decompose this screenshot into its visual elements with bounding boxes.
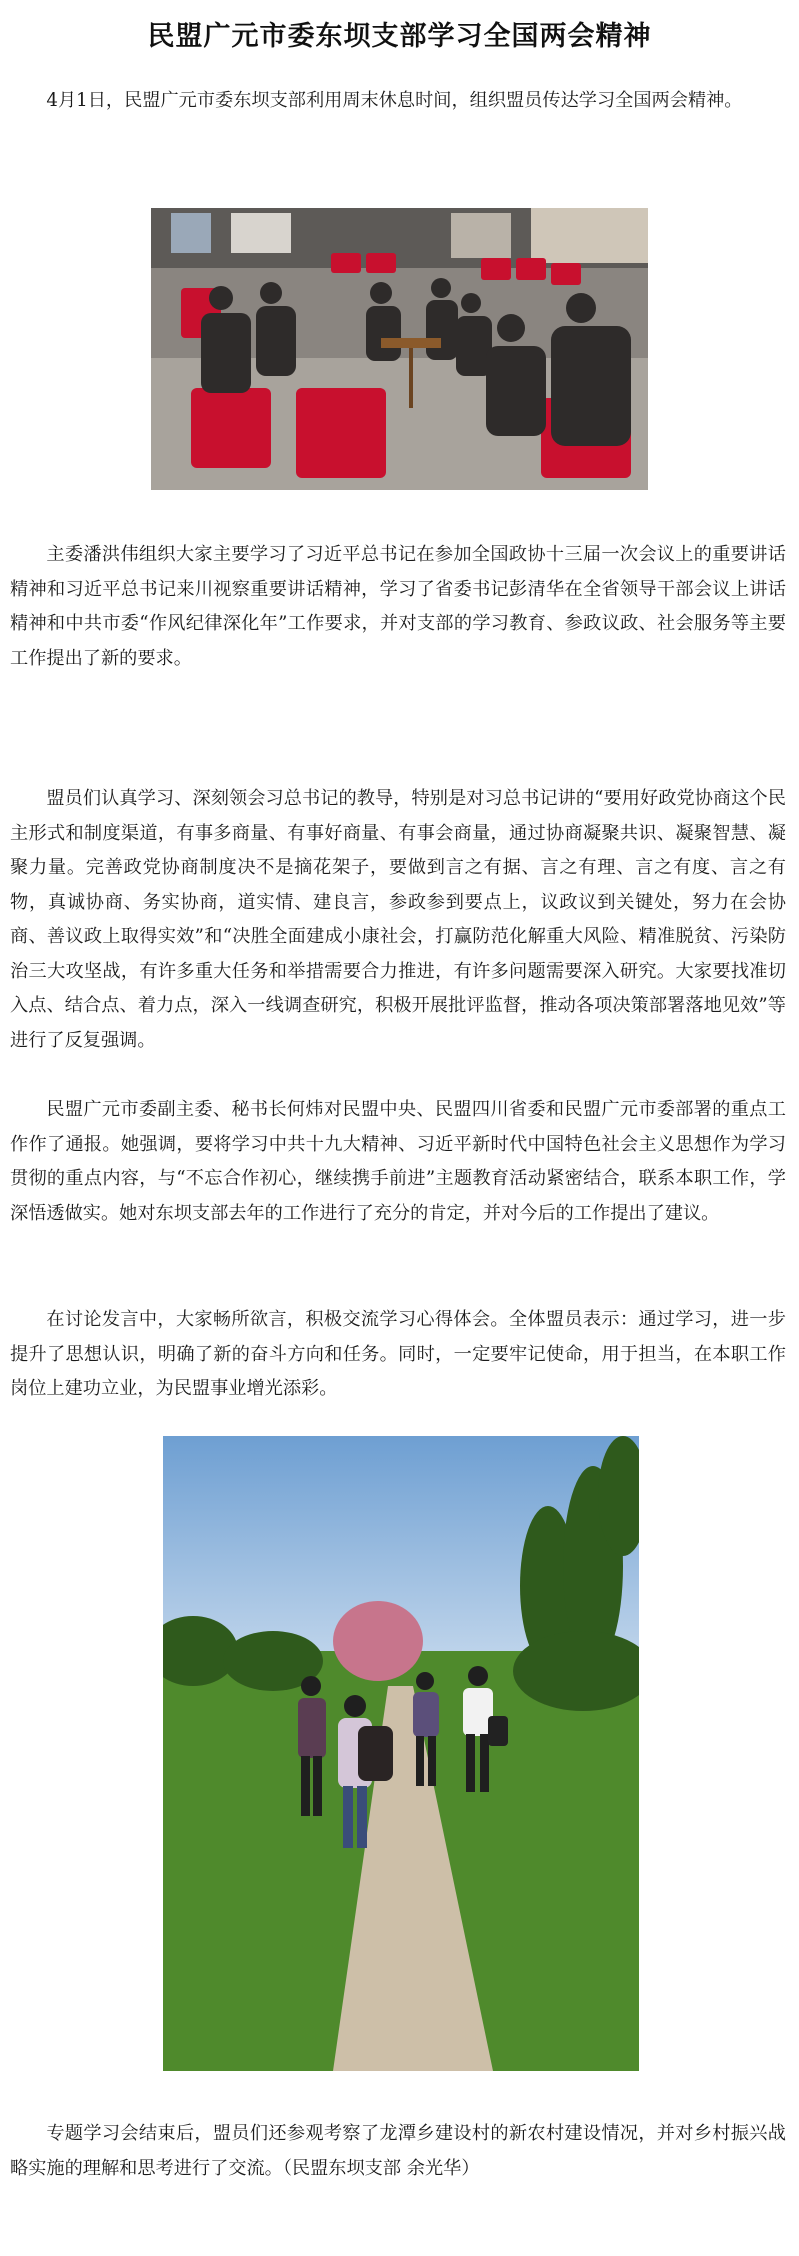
intro-paragraph: 4月1日，民盟广元市委东坝支部利用周末休息时间，组织盟员传达学习全国两会精神。	[46, 90, 743, 111]
closing-paragraph: 专题学习会结束后，盟员们还参观考察了龙潭乡建设村的新农村建设情况，并对乡村振兴战略实施的理解和思考进行了交流。（民盟东坝支部 余光华）	[10, 2123, 786, 2179]
body-paragraph-1: 主委潘洪伟组织大家主要学习了习近平总书记在参加全国政协十三届一次会议上的重要讲话精神和习近平总书记来川视察重要讲话精神，学习了省委书记彭清华在全省领导干部会议上讲话精神和中共市委“作风纪律深化年”工作要求，并对支部的学习教育、参政议政、社会服务等主要工作提出了新的要求。	[10, 544, 786, 669]
meeting-photo	[151, 208, 648, 490]
article-title: 民盟广元市委东坝支部学习全国两会精神	[147, 21, 652, 52]
body-paragraph-4: 在讨论发言中，大家畅所欲言，积极交流学习心得体会。全体盟员表示：通过学习，进一步提升了思想认识，明确了新的奋斗方向和任务。同时，一定要牢记使命，用于担当，在本职工作岗位上建功立业，为民盟事业增光添彩。	[10, 1309, 786, 1399]
body-paragraph-3: 民盟广元市委副主委、秘书长何炜对民盟中央、民盟四川省委和民盟广元市委部署的重点工作作了通报。她强调，要将学习中共十九大精神、习近平新时代中国特色社会主义思想作为学习贯彻的重点内容，与“不忘合作初心，继续携手前进”主题教育活动紧密结合，联系本职工作，学深悟透做实。她对东坝支部去年的工作进行了充分的肯定，并对今后的工作提出了建议。	[10, 1099, 786, 1224]
village-visit-photo	[163, 1436, 639, 2071]
body-paragraph-2: 盟员们认真学习、深刻领会习总书记的教导，特别是对习总书记讲的“要用好政党协商这个民主形式和制度渠道，有事多商量、有事好商量、有事会商量，通过协商凝聚共识、凝聚智慧、凝聚力量。完善政党协商制度决不是摘花架子，要做到言之有据、言之有理、言之有度、言之有物，真诚协商、务实协商，道实情、建良言，参政参到要点上，议政议到关键处，努力在会协商、善议政上取得实效”和“决胜全面建成小康社会，打赢防范化解重大风险、精准脱贫、污染防治三大攻坚战，有许多重大任务和举措需要合力推进，有许多问题需要深入研究。大家要找准切入点、结合点、着力点，深入一线调查研究，积极开展批评监督，推动各项决策部署落地见效”等进行了反复强调。	[10, 788, 786, 1051]
